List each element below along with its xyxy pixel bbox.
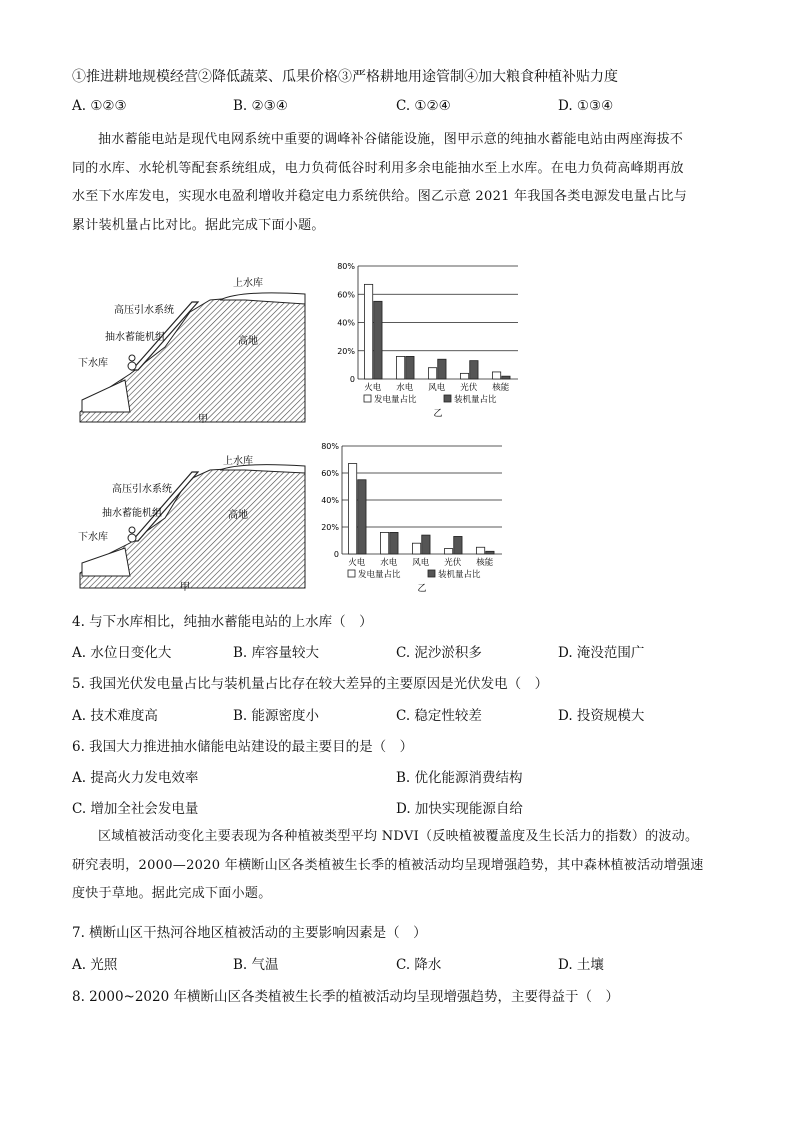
legend-label: 发电量占比 (374, 395, 417, 405)
bar-generation-share (428, 368, 436, 379)
passage-ndvi (72, 823, 722, 909)
x-tick-label: 风电 (428, 383, 446, 393)
x-tick-label: 水电 (396, 383, 414, 393)
bar-generation-share (476, 547, 484, 554)
x-tick-label: 风电 (412, 558, 430, 568)
label-lower: 下水库 (78, 532, 108, 543)
q4-option-c[interactable]: C. 泥沙淤积多 (396, 645, 482, 661)
bar-chart-yi-1 (328, 258, 528, 428)
bar-capacity-share (438, 359, 446, 379)
passage-line: 累计装机量占比对比。据此完成下面小题。 (72, 217, 325, 233)
bar-generation-share (396, 356, 404, 379)
figure-jia-diagram-1 (70, 262, 320, 430)
q7-option-a[interactable]: A. 光照 (72, 957, 118, 973)
bar-generation-share (460, 373, 468, 379)
q3-option-a[interactable]: A. ①②③ (72, 98, 127, 114)
y-tick-label: 40% (321, 496, 339, 505)
passage-line: 度快于草地。据此完成下面小题。 (72, 886, 272, 901)
bar-generation-share (364, 284, 372, 379)
legend-label: 发电量占比 (358, 570, 401, 580)
y-tick-label: 60% (337, 290, 355, 300)
x-tick-label: 光伏 (460, 383, 478, 393)
bar-capacity-share (502, 376, 510, 379)
q3-stem: ①推进耕地规模经营②降低蔬菜、瓜果价格③严格耕地用途管制④加大粮食种植补贴力度 (72, 69, 618, 85)
bar-capacity-share (486, 551, 494, 554)
question-7-stem: 7. 横断山区干热河谷地区植被活动的主要影响因素是（ ） (72, 925, 427, 941)
bar-generation-share (348, 464, 356, 554)
q7-option-d[interactable]: D. 土壤 (558, 957, 604, 973)
label-pipe: 高压引水系统 (112, 484, 172, 495)
legend-label: 装机量占比 (454, 395, 497, 405)
label-highland: 高地 (228, 510, 248, 521)
bar-capacity-share (422, 535, 430, 554)
figure-jia-diagram-2 (70, 448, 320, 596)
passage-line: 研究表明，2000—2020 年横断山区各类植被生长季的植被活动均呈现增强趋势，其中森林植被活动增强速 (72, 857, 704, 873)
bar-generation-share (444, 549, 452, 554)
y-tick-label: 80% (321, 442, 339, 451)
question-5-stem: 5. 我国光伏发电量占比与装机量占比存在较大差异的主要原因是光伏发电（ ） (72, 676, 549, 692)
x-tick-label: 火电 (364, 383, 382, 393)
q5-option-d[interactable]: D. 投资规模大 (558, 708, 645, 724)
legend-swatch (348, 570, 355, 577)
label-highland: 高地 (238, 336, 258, 347)
label-lower: 下水库 (78, 358, 108, 369)
passage-pumped-storage (72, 126, 722, 240)
question-4-stem: 4. 与下水库相比，纯抽水蓄能电站的上水库（ ） (72, 614, 373, 630)
q4-option-a[interactable]: A. 水位日变化大 (72, 645, 172, 661)
bar-generation-share (380, 532, 388, 554)
y-tick-label: 80% (337, 262, 355, 271)
figure-caption: 甲 (180, 582, 190, 593)
q7-option-c[interactable]: C. 降水 (396, 957, 442, 973)
legend-swatch (428, 570, 435, 577)
bar-generation-share (492, 372, 500, 379)
question-8-stem: 8. 2000~2020 年横断山区各类植被生长季的植被活动均呈现增强趋势，主要得益于（ ） (72, 989, 619, 1005)
label-unit: 抽水蓄能机组 (105, 332, 165, 343)
q4-option-d[interactable]: D. 淹没范围广 (558, 645, 645, 661)
q6-option-a[interactable]: A. 提高火力发电效率 (72, 770, 199, 786)
passage-line: 区域植被活动变化主要表现为各种植被类型平均 NDVI（反映植被覆盖度及生长活力的指数）的波动。 (98, 829, 699, 844)
y-tick-label: 0 (349, 375, 355, 384)
bar-capacity-share (390, 532, 398, 554)
label-pipe: 高压引水系统 (114, 305, 174, 316)
q4-option-b[interactable]: B. 库容量较大 (233, 645, 320, 661)
legend-swatch (364, 395, 371, 402)
bar-capacity-share (374, 301, 382, 379)
bar-generation-share (412, 543, 420, 554)
bar-chart-yi-2 (312, 440, 512, 600)
y-tick-label: 40% (337, 318, 355, 328)
bar-capacity-share (470, 361, 478, 379)
passage-line: 抽水蓄能电站是现代电网系统中重要的调峰补谷储能设施，图甲示意的纯抽水蓄能电站由两座海拔不 (98, 132, 684, 147)
label-upper: 上水库 (233, 278, 263, 289)
label-upper: 上水库 (223, 456, 253, 467)
bar-capacity-share (358, 480, 366, 554)
y-tick-label: 20% (321, 523, 339, 532)
bar-capacity-share (406, 356, 414, 379)
q6-option-b[interactable]: B. 优化能源消费结构 (396, 770, 523, 786)
q5-option-a[interactable]: A. 技术难度高 (72, 708, 158, 724)
chart-caption: 乙 (417, 584, 427, 594)
passage-line: 同的水库、水轮机等配套系统组成，电力负荷低谷时利用多余电能抽水至上水库。在电力负荷高峰期再放 (72, 160, 684, 176)
q3-option-c[interactable]: C. ①②④ (396, 98, 451, 114)
q5-option-c[interactable]: C. 稳定性较差 (396, 708, 482, 724)
label-unit: 抽水蓄能机组 (102, 508, 162, 519)
y-tick-label: 0 (333, 550, 339, 559)
x-tick-label: 火电 (348, 558, 366, 568)
x-tick-label: 光伏 (444, 558, 462, 568)
q7-option-b[interactable]: B. 气温 (233, 957, 279, 973)
y-tick-label: 20% (337, 346, 355, 356)
q3-option-d[interactable]: D. ①③④ (558, 98, 614, 114)
bar-capacity-share (454, 536, 462, 554)
q5-option-b[interactable]: B. 能源密度小 (233, 708, 320, 724)
x-tick-label: 水电 (380, 558, 398, 568)
question-6-stem: 6. 我国大力推进抽水储能电站建设的最主要目的是（ ） (72, 739, 414, 755)
x-tick-label: 核能 (476, 558, 494, 568)
legend-label: 装机量占比 (438, 570, 481, 580)
y-tick-label: 60% (321, 469, 339, 478)
q6-option-d[interactable]: D. 加快实现能源自给 (396, 801, 523, 817)
q3-option-b[interactable]: B. ②③④ (233, 98, 288, 114)
chart-caption: 乙 (433, 409, 443, 419)
x-tick-label: 核能 (492, 383, 510, 393)
figure-caption: 甲 (198, 414, 208, 425)
q6-option-c[interactable]: C. 增加全社会发电量 (72, 801, 199, 817)
passage-line: 水至下水库发电，实现水电盈利增收并稳定电力系统供给。图乙示意 2021 年我国各类电源发电量占比与 (72, 189, 688, 204)
legend-swatch (444, 395, 451, 402)
